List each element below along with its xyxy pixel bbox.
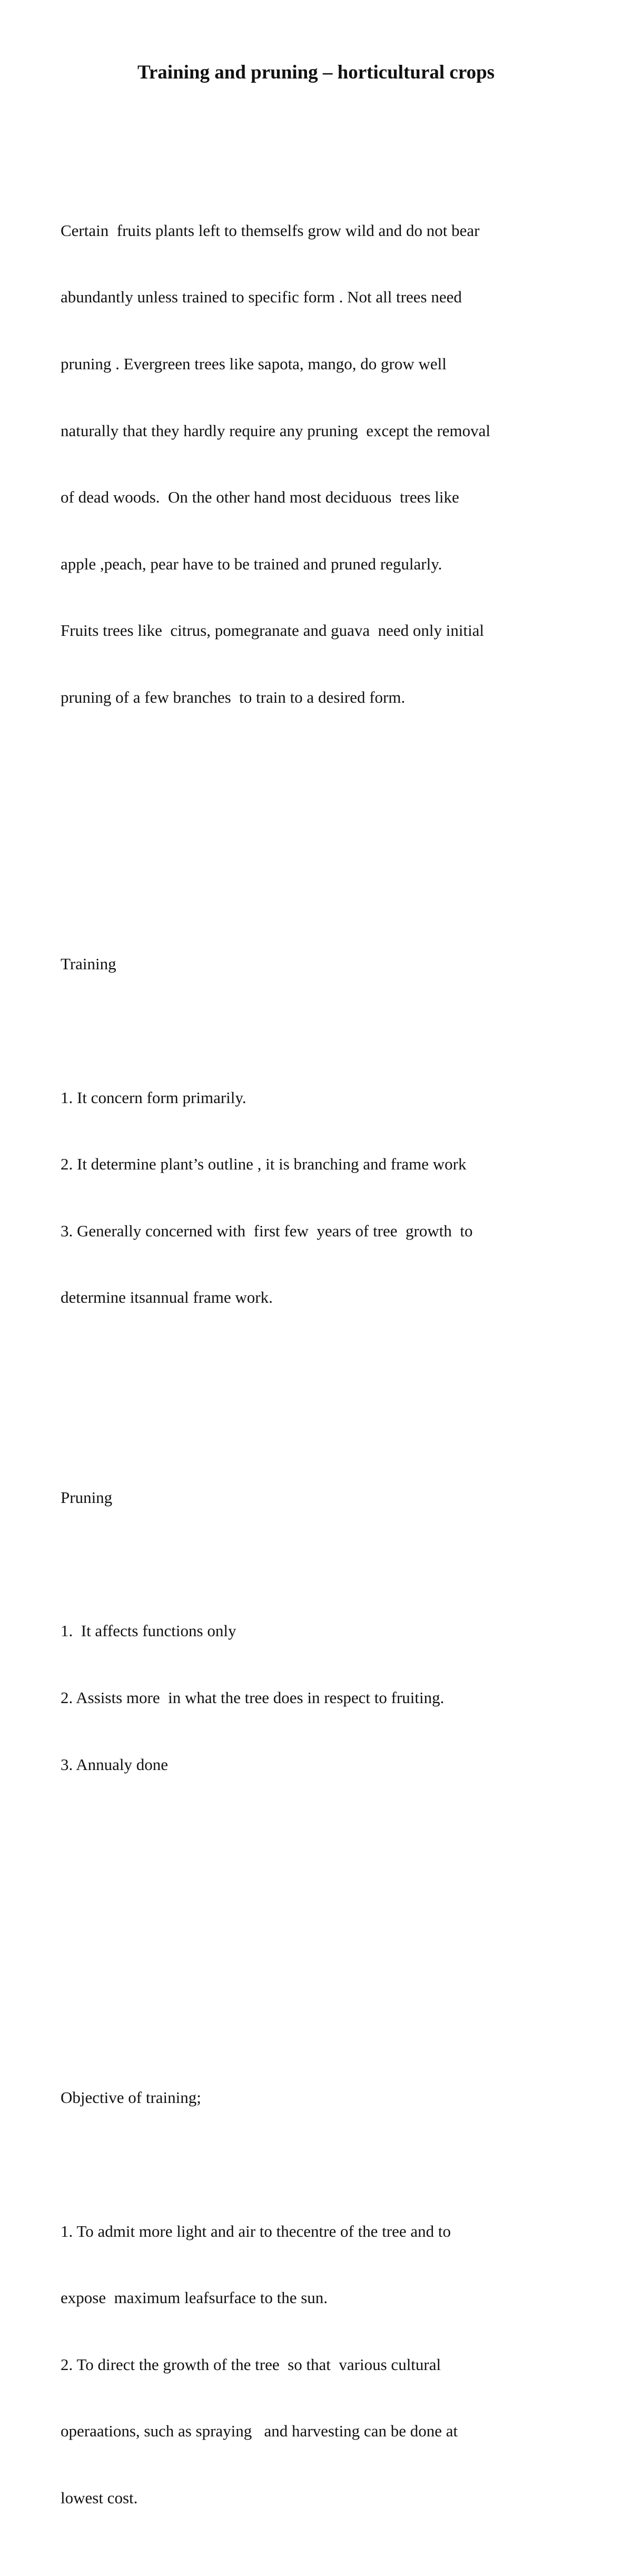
- blank-line: [61, 1842, 587, 1864]
- objective-item: operaations, such as spraying and harvesting can be done at: [61, 2422, 458, 2441]
- blank-line: [61, 1554, 587, 1576]
- blank-line: [61, 1375, 587, 1398]
- objective-item: expose maximum leafsurface to the sun.: [61, 2288, 328, 2307]
- intro-line: Certain fruits plants left to themselfs grow wild and do not bear: [61, 221, 480, 240]
- pruning-item: 1. It affects functions only: [61, 1621, 236, 1640]
- pruning-item: 2. Assists more in what the tree does in respect to fruiting.: [61, 1688, 445, 1707]
- intro-line: apple ,peach, pear have to be trained and pruned regularly.: [61, 554, 442, 573]
- intro-line: naturally that they hardly require any pruning except the removal: [61, 421, 491, 440]
- objective-item: 2. To direct the growth of the tree so that various cultural: [61, 2355, 441, 2374]
- blank-line: [61, 1975, 587, 1998]
- training-item: 2. It determine plant’s outline , it is branching and frame work: [61, 1155, 467, 1174]
- pruning-item: 3. Annualy done: [61, 1755, 169, 1774]
- training-item: 1. It concern form primarily.: [61, 1088, 246, 1107]
- objective-item: 1. To admit more light and air to thecentre of the tree and to: [61, 2221, 451, 2240]
- pruning-heading: Pruning: [61, 1488, 113, 1507]
- blank-line: [61, 1020, 587, 1042]
- objective-item: lowest cost.: [61, 2489, 138, 2508]
- blank-line: [61, 775, 587, 798]
- intro-line: of dead woods. On the other hand most deciduous trees like: [61, 488, 459, 507]
- document-title: Training and pruning – horticultural crops: [137, 62, 495, 83]
- blank-line: [61, 842, 587, 864]
- training-heading: Training: [61, 955, 116, 974]
- objective-heading: Objective of training;: [61, 2088, 201, 2107]
- intro-line: pruning of a few branches to train to a desired form.: [61, 687, 406, 706]
- blank-line: [61, 1909, 587, 1931]
- blank-line: [61, 2154, 587, 2176]
- intro-line: abundantly unless trained to specific form . Not all trees need: [61, 288, 462, 307]
- intro-line: pruning . Evergreen trees like sapota, mango, do grow well: [61, 355, 447, 373]
- document-body: [61, 131, 587, 2576]
- training-item: determine itsannual frame work.: [61, 1288, 273, 1307]
- training-item: 3. Generally concerned with first few years of tree growth to: [61, 1221, 473, 1240]
- intro-line: Fruits trees like citrus, pomegranate and guava need only initial: [61, 621, 485, 640]
